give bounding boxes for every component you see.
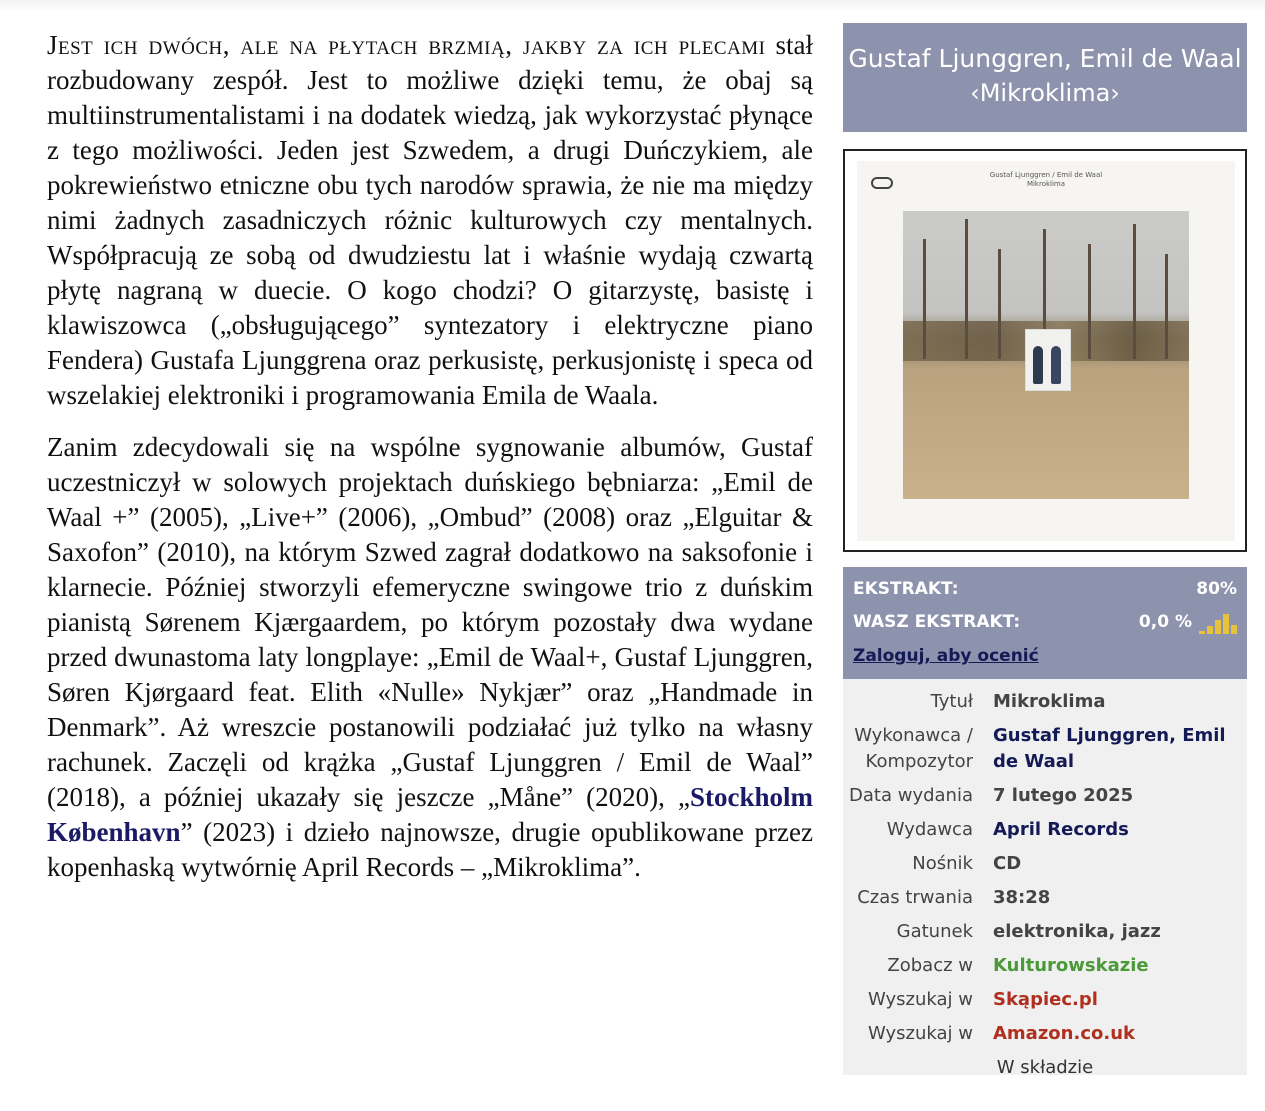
album-artists: Gustaf Ljunggren, Emil de Waal bbox=[848, 44, 1242, 73]
album-cover bbox=[857, 161, 1235, 541]
album-cover-frame bbox=[843, 149, 1247, 552]
skapiec-link[interactable]: Skąpiec.pl bbox=[993, 989, 1098, 1010]
detail-row-see-in bbox=[843, 953, 1247, 979]
detail-label: Wykonawca / Kompozytor bbox=[854, 725, 973, 772]
detail-label: Czas trwania bbox=[857, 887, 973, 908]
album-name: ‹Mikroklima› bbox=[970, 79, 1120, 107]
mirror-frame bbox=[1025, 329, 1071, 391]
paragraph-1 bbox=[47, 28, 813, 413]
person-figure bbox=[1051, 346, 1061, 384]
lead-text: Jest ich dwóch, ale na płytach brzmią, jakby za ich plecami bbox=[47, 30, 766, 60]
tree-icon bbox=[1133, 224, 1136, 359]
person-figure bbox=[1033, 346, 1043, 384]
detail-row-search-skapiec bbox=[843, 987, 1247, 1013]
in-stock-heading: W składzie bbox=[996, 1057, 1094, 1078]
detail-row-genre bbox=[843, 919, 1247, 945]
amazon-link[interactable]: Amazon.co.uk bbox=[993, 1023, 1135, 1044]
extract-label: EKSTRAKT: bbox=[853, 579, 959, 599]
user-extract-value: 0,0 % bbox=[1138, 612, 1192, 632]
detail-label: Wyszukaj w bbox=[868, 989, 973, 1010]
tree-icon bbox=[965, 219, 968, 359]
detail-row-artist bbox=[843, 723, 1247, 775]
tree-icon bbox=[1088, 244, 1091, 359]
cover-header bbox=[857, 171, 1235, 189]
paragraph-2 bbox=[47, 430, 813, 885]
detail-label: Wyszukaj w bbox=[868, 1023, 973, 1044]
detail-label: Data wydania bbox=[849, 785, 973, 806]
article-body bbox=[47, 28, 813, 902]
artist-link[interactable]: Gustaf Ljunggren, Emil de Waal bbox=[993, 725, 1226, 772]
tree-icon bbox=[923, 239, 926, 359]
detail-label: Nośnik bbox=[912, 853, 973, 874]
detail-row-publisher bbox=[843, 817, 1247, 843]
album-link-stockholm-kobenhavn[interactable]: Stockholm København bbox=[47, 782, 813, 847]
detail-row-title bbox=[843, 689, 1247, 715]
detail-label: Gatunek bbox=[896, 921, 973, 942]
album-sidebar bbox=[843, 23, 1247, 1078]
tree-icon bbox=[998, 249, 1001, 359]
detail-value: Mikroklima bbox=[993, 691, 1106, 712]
ratings-panel bbox=[843, 567, 1247, 679]
cover-artists: Gustaf Ljunggren / Emil de Waal bbox=[989, 171, 1103, 179]
detail-row-medium bbox=[843, 851, 1247, 877]
detail-value: 7 lutego 2025 bbox=[993, 785, 1134, 806]
detail-label: Zobacz w bbox=[887, 955, 973, 976]
album-title-box bbox=[843, 23, 1247, 132]
paragraph-2-tail: ” (2023) i dzieło najnowsze, drugie opublikowane przez kopenhaską wytwórnię April Records – „Mikroklima”. bbox=[47, 817, 813, 882]
kulturowskaz-link[interactable]: Kulturowskazie bbox=[993, 955, 1149, 976]
detail-value: CD bbox=[993, 853, 1022, 874]
detail-label: Wydawca bbox=[886, 819, 973, 840]
cover-photo bbox=[903, 211, 1189, 499]
login-to-rate-link[interactable]: Zaloguj, aby ocenić bbox=[853, 646, 1039, 666]
detail-row-release-date bbox=[843, 783, 1247, 809]
detail-value: elektronika, jazz bbox=[993, 921, 1161, 942]
paragraph-2-text: Zanim zdecydowali się na wspólne sygnowanie albumów, Gustaf uczestniczył w solowych projektach duńskiego bębniarza: „Emil de Waal +” (2005), „Live+” (2006), „Ombud” (2008) oraz „Elguitar & Saxofon” (2010), na którym Szwed zagrał dodatkowo na saksofonie i klarnecie. Później stworzyli efemeryczne swingowe trio z duńskim pianistą Sørenem Kjærgaardem, po którym pozostały dwa wydane przed dwunastoma laty longplaye: „Emil de Waal+, Gustaf Ljunggren, Søren Kjørgaard feat. Elith «Nulle» Nykjær” oraz „Handmade in Denmark”. Aż wreszcie postanowili podziałać już tylko na własny rachunek. Zaczęli od krążka „Gustaf Ljunggren / Emil de Waal” (2018), a później ukazały się jeszcze „Måne” (2020), „ bbox=[47, 432, 813, 812]
extract-row bbox=[853, 573, 1237, 606]
user-extract-row bbox=[853, 606, 1237, 639]
album-details bbox=[843, 679, 1247, 1078]
user-extract-label: WASZ EKSTRAKT: bbox=[853, 612, 1021, 632]
rating-bars-icon bbox=[1199, 612, 1237, 634]
extract-value: 80% bbox=[1196, 579, 1237, 599]
publisher-link[interactable]: April Records bbox=[993, 819, 1129, 840]
detail-value: 38:28 bbox=[993, 887, 1051, 908]
top-fade bbox=[0, 0, 1265, 12]
tree-icon bbox=[1165, 254, 1168, 359]
paragraph-1-text: stał rozbudowany zespół. Jest to możliwe dzięki temu, że obaj są multiinstrumentalistami i na dodatek wiedzą, jak wykorzystać płynące z tego możliwości. Jeden jest Szwedem, a drugi Duńczykiem, ale pokrewieństwo etniczne obu tych narodów sprawia, że nie ma między nimi żadnych zasadniczych różnic kulturowych czy mentalnych. Współpracują ze sobą od dwudziestu lat i właśnie wydają czwartą płytę nagraną w duecie. O kogo chodzi? O gitarzystę, basistę i klawiszowca („obsługującego” syntezatory i elektryczne piano Fendera) Gustafa Ljunggrena oraz perkusistę, perkusjonistę i speca od wszelakiej elektroniki i programowania Emila de Waala. bbox=[47, 30, 813, 410]
detail-row-duration bbox=[843, 885, 1247, 911]
detail-row-search-amazon bbox=[843, 1021, 1247, 1047]
detail-label: Tytuł bbox=[930, 691, 973, 712]
cover-album: Mikroklima bbox=[1026, 180, 1066, 188]
